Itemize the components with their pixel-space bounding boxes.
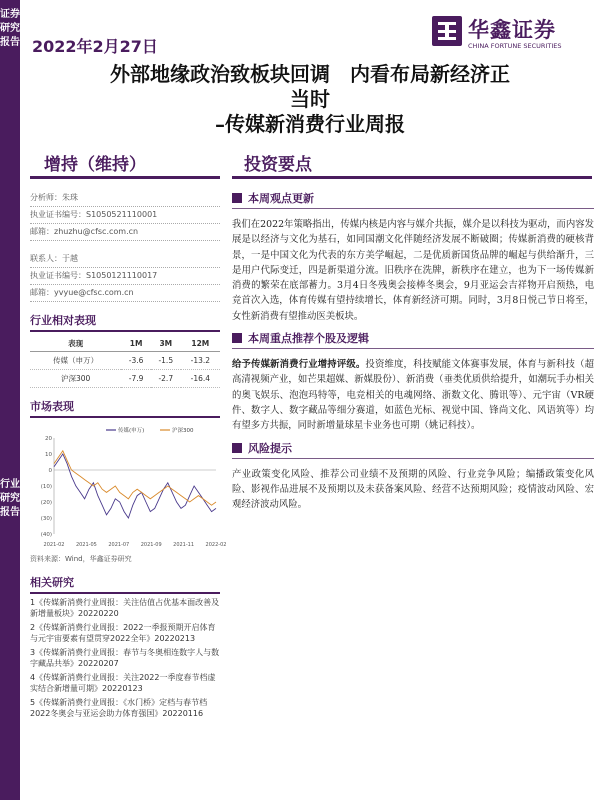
market-chart [30, 422, 227, 552]
related-item[interactable]: 5《传媒新消费行业周报：《水门桥》定档与春节档 2022冬奥会与亚运会助力体育强国》20220116 [30, 698, 208, 718]
rating-label: 增持（维持） [44, 155, 146, 175]
logo-mark-icon [432, 16, 462, 46]
related-item[interactable]: 2《传媒新消费行业周报：2022一季报预期开启体育与元宇宙要素有望贯穿2022全年》20220213 [30, 623, 216, 643]
analyst-block-2 [30, 251, 220, 302]
invest-highlights-heading: 投资要点 [244, 155, 312, 175]
section-heading-text: 风险提示 [248, 441, 292, 455]
perf-table [30, 336, 220, 388]
x-tick-label: 2021-07 [108, 542, 130, 548]
section-heading [232, 330, 594, 349]
y-tick-label: 0 [48, 468, 52, 474]
title-line-2: 当时 [290, 87, 330, 111]
legend-label-1: 沪深300 [172, 428, 194, 434]
title-line-3: –传媒新消费行业周报 [215, 112, 405, 136]
perf-cell: -2.7 [151, 370, 181, 388]
sidebar-bottom-label: 行业研究报告 [0, 479, 20, 518]
perf-cell: -1.5 [151, 352, 181, 370]
perf-header: 1M [121, 336, 151, 352]
square-bullet-icon [232, 193, 242, 203]
x-tick-label: 2021-09 [140, 542, 162, 548]
analyst-name: 分析师：朱珠 [30, 190, 220, 207]
section-body [232, 357, 594, 433]
related-title: 相关研究 [30, 576, 74, 589]
perf-cell: -13.2 [181, 352, 220, 370]
perf-cell: -7.9 [121, 370, 151, 388]
right-divider [232, 176, 592, 179]
contact-cert: 执业证书编号：S1050121110017 [30, 268, 220, 285]
perf-cell: -3.6 [121, 352, 151, 370]
y-tick-label: 20 [45, 436, 52, 442]
analyst-block-1 [30, 190, 220, 241]
perf-title: 行业相对表现 [30, 314, 96, 327]
chart-source: 资料来源：Wind，华鑫证券研究 [30, 555, 132, 563]
section-body-text: 我们在2022年策略指出，传媒内核是内容与媒介共振，媒介是以科技为驱动，而内容发展是以经济与文化为基石，如同国潮文化伴随经济发展不断破圈；传媒新消费的硬核背景，一是中国文化为代表的东方美学崛起，二是优质新国货品牌的崛起与供给渐升，三是用户代际变迁，四是新渠道分流。旧秩序在洗牌，新秩序在建立，也为下一场传媒新消费的繁荣在底部蓄力。3月4日冬残奥会接棒冬奥会，9月亚运会吉祥物开启预热，电竞首次入选，体育传媒有望持续增长，体育新经济可期。同时，3月8日悦己节日将至，女性新消费有望推动医美板块。 [232, 219, 594, 322]
section-body-text: 投资维度，科技赋能文体赛事发展，体育与新科技（超高清视频产业，如芒果超媒、新媒股份）、新消费（垂类优质供给提升，如潮玩手办相关的奥飞娱乐、泡泡玛特等，电竞相关的电魂网络、浙数文化、腾讯等）、元宇宙（VR硬件、数字人、数字藏品等细分赛道，如蓝色光标、视觉中国、锋尚文化、风语筑等）均有望多方共振，同时新增量球星卡业务也可期（姚记科技）。 [232, 359, 594, 432]
section-body [232, 217, 594, 324]
company-logo [432, 14, 582, 54]
analyst-cert: 执业证书编号：S1050521110001 [30, 207, 220, 224]
contact-email[interactable]: 邮箱：yvyue@cfsc.com.cn [30, 285, 220, 302]
left-divider [30, 176, 220, 179]
perf-cell: -16.4 [181, 370, 220, 388]
square-bullet-icon [232, 443, 242, 453]
contact-name: 联系人：于越 [30, 251, 220, 268]
section-lead-text: 给予传媒新消费行业增持评级。 [232, 359, 366, 371]
perf-header: 3M [151, 336, 181, 352]
series-line-0 [54, 454, 216, 518]
section-heading [232, 440, 594, 459]
x-tick-label: 2022-02 [205, 542, 227, 548]
section-heading [232, 190, 594, 209]
related-list [30, 597, 220, 719]
section-body-text: 产业政策变化风险、推荐公司业绩不及预期的风险、行业竞争风险；编播政策变化风险、影视作品进展不及预期以及未获备案风险、经营不达预期风险；疫情波动风险、宏观经济波动风险。 [232, 468, 594, 511]
market-title: 市场表现 [30, 400, 74, 413]
logo-name-cn: 华鑫证券 [468, 18, 556, 42]
report-date: 2022年2月27日 [32, 37, 158, 56]
perf-cell: 沪深300 [30, 370, 121, 388]
section-body [232, 467, 594, 513]
related-item[interactable]: 3《传媒新消费行业周报：春节与冬奥相连数字人与数字藏品共举》20220207 [30, 648, 220, 668]
y-tick-label: (10) [40, 484, 52, 490]
legend-label-0: 传媒(申万) [118, 428, 145, 434]
y-tick-label: (30) [40, 516, 52, 522]
logo-name-en: CHINA FORTUNE SECURITIES [468, 42, 562, 50]
y-tick-label: (40) [40, 532, 52, 538]
table-row [30, 352, 220, 370]
perf-cell: 传媒（申万） [30, 352, 121, 370]
perf-header: 表现 [30, 336, 121, 352]
left-column [30, 190, 227, 719]
y-tick-label: 10 [45, 452, 52, 458]
x-tick-label: 2021-05 [75, 542, 97, 548]
perf-rule [30, 330, 220, 332]
analyst-email[interactable]: 邮箱：zhuzhu@cfsc.com.cn [30, 224, 220, 241]
section-heading-text: 本周重点推荐个股及逻辑 [248, 332, 369, 346]
x-tick-label: 2021-02 [43, 542, 65, 548]
perf-header: 12M [181, 336, 220, 352]
series-line-1 [54, 451, 216, 505]
related-item[interactable]: 4《传媒新消费行业周报：关注2022一季度春节档虚实结合新增量可期》20220123 [30, 673, 216, 693]
right-column [232, 190, 594, 512]
y-tick-label: (20) [40, 500, 52, 506]
related-item[interactable]: 1《传媒新消费行业周报：关注估值占优基本面改善及新增量板块》20220220 [30, 598, 220, 618]
report-title [30, 62, 590, 137]
sidebar-top-label: 证券研究报告 [0, 9, 20, 48]
x-tick-label: 2021-11 [173, 542, 195, 548]
title-line-1: 外部地缘政治致板块回调 内看布局新经济正 [110, 62, 510, 86]
table-row [30, 370, 220, 388]
related-rule [30, 592, 220, 594]
square-bullet-icon [232, 333, 242, 343]
market-chart-svg [30, 422, 227, 552]
sidebar-band [0, 0, 20, 800]
section-heading-text: 本周观点更新 [248, 192, 314, 205]
market-rule [30, 416, 220, 418]
